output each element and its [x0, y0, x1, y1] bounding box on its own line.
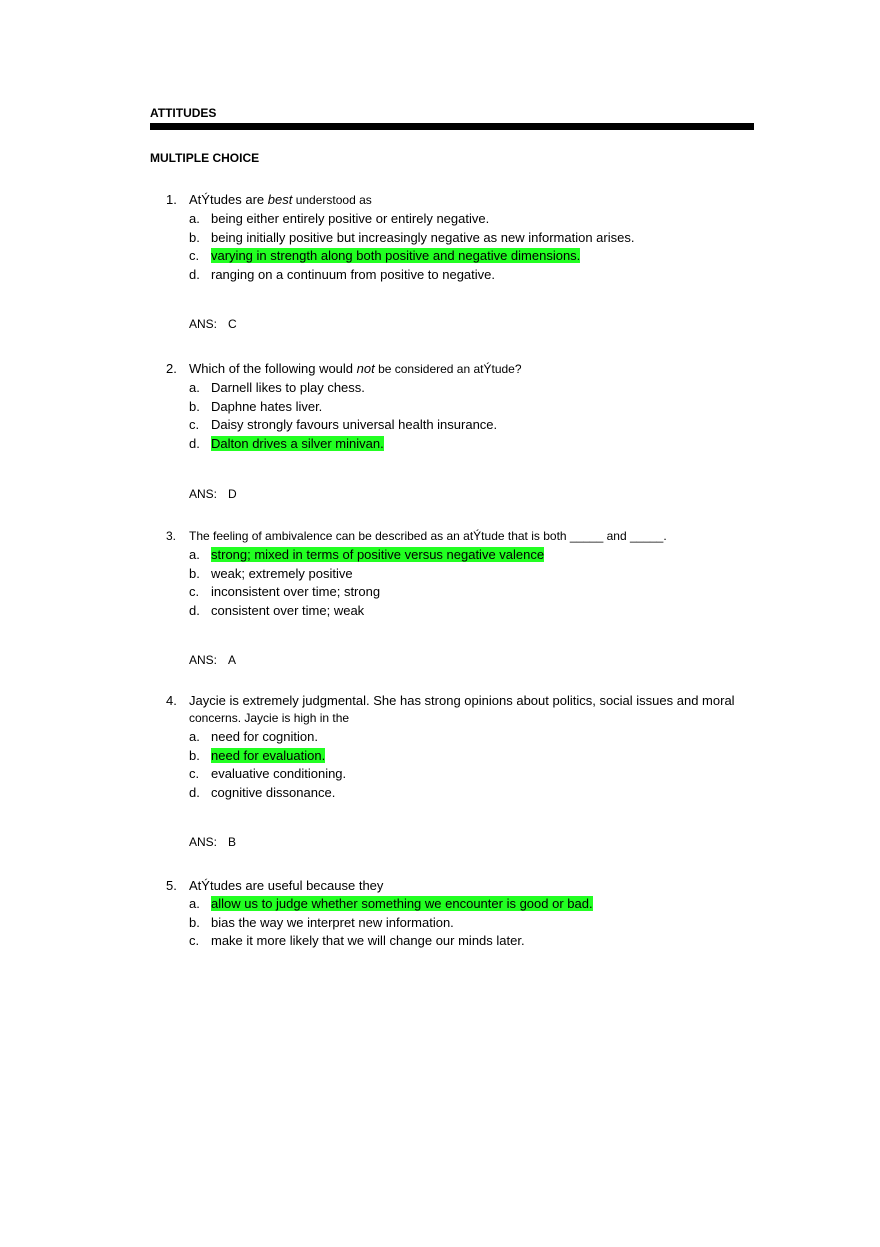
option-c[interactable]: c. make it more likely that we will change our minds later.	[189, 933, 525, 948]
highlighted-answer: need for evaluation.	[211, 747, 326, 763]
option-list	[150, 379, 760, 453]
question-4	[150, 692, 760, 802]
option-c[interactable]: c. Daisy strongly favours universal health insurance.	[189, 417, 498, 432]
option-list	[150, 210, 760, 284]
question-stem: 1. AtÝtudes are best understood as	[166, 192, 372, 207]
title-rule	[150, 123, 754, 130]
answer-line: ANS: A	[189, 653, 237, 667]
question-1	[150, 191, 760, 284]
document-header	[150, 106, 754, 130]
option-a[interactable]: a. strong; mixed in terms of positive versus negative valence	[189, 547, 545, 562]
question-stem: 5. AtÝtudes are useful because they	[166, 878, 384, 893]
option-list	[150, 728, 760, 802]
option-d[interactable]: d. cognitive dissonance.	[189, 784, 336, 800]
option-a[interactable]: a. allow us to judge whether something we encounter is good or bad.	[189, 896, 593, 911]
option-b[interactable]: b. need for evaluation.	[189, 747, 326, 763]
option-a[interactable]: a. being either entirely positive or entirely negative.	[189, 211, 490, 226]
option-list	[150, 546, 760, 620]
answer-line: ANS: C	[189, 317, 237, 331]
option-b[interactable]: b. being initially positive but increasingly negative as new information arises.	[189, 229, 635, 245]
highlighted-answer: varying in strength along both positive and negative dimensions.	[211, 248, 581, 263]
question-5	[150, 877, 760, 951]
question-3	[150, 528, 760, 620]
option-c[interactable]: c. inconsistent over time; strong	[189, 584, 381, 599]
option-c[interactable]: c. evaluative conditioning.	[189, 766, 347, 781]
option-d[interactable]: d. ranging on a continuum from positive to negative.	[189, 266, 496, 282]
question-stem: 2. Which of the following would not be considered an atÝtude?	[166, 361, 522, 376]
option-list	[150, 895, 760, 951]
highlighted-answer: strong; mixed in terms of positive versus negative valence	[211, 547, 545, 562]
question-stem: 3. The feeling of ambivalence can be described as an atÝtude that is both _____ and _____.	[166, 529, 667, 543]
question-2	[150, 360, 760, 453]
option-a[interactable]: a. Darnell likes to play chess.	[189, 380, 365, 395]
section-heading: MULTIPLE CHOICE	[150, 151, 260, 165]
highlighted-answer: Dalton drives a silver minivan.	[211, 435, 384, 451]
document-title: ATTITUDES	[150, 106, 217, 120]
highlighted-answer: allow us to judge whether something we encounter is good or bad.	[211, 896, 593, 911]
option-b[interactable]: b. bias the way we interpret new information.	[189, 914, 454, 930]
answer-line: ANS: B	[189, 835, 237, 849]
option-d[interactable]: d. consistent over time; weak	[189, 602, 365, 618]
option-b[interactable]: b. weak; extremely positive	[189, 565, 353, 581]
question-stem: 4. Jaycie is extremely judgmental. She has strong opinions about politics, social issues and moral concerns. Jaycie is high in the	[166, 693, 735, 725]
option-b[interactable]: b. Daphne hates liver.	[189, 398, 323, 414]
answer-line: ANS: D	[189, 487, 237, 501]
option-c[interactable]: c. varying in strength along both positive and negative dimensions.	[189, 248, 581, 263]
option-d[interactable]: d. Dalton drives a silver minivan.	[189, 435, 384, 451]
option-a[interactable]: a. need for cognition.	[189, 729, 318, 744]
